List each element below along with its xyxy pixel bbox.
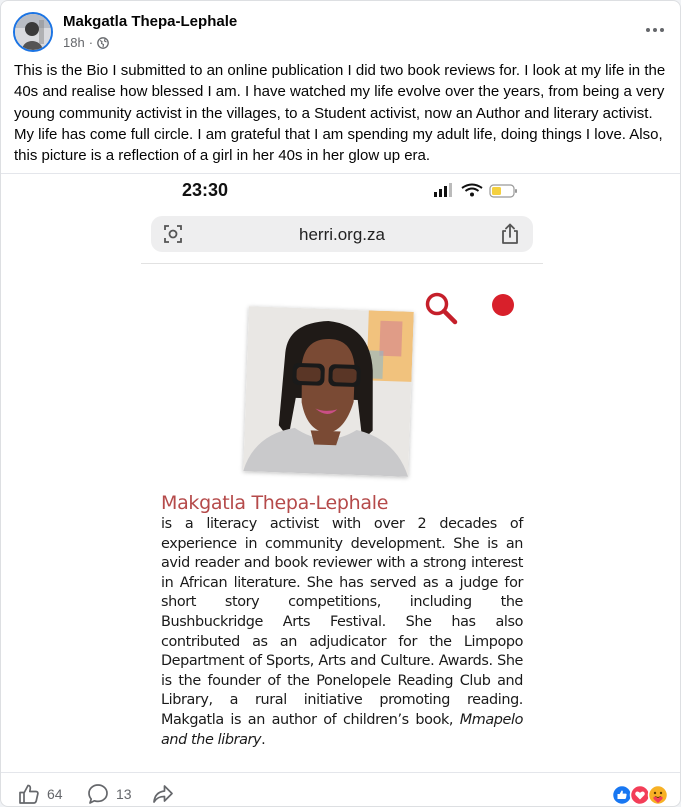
comment-icon (87, 783, 109, 805)
bio-name: Makgatla Thepa-Lephale (161, 492, 389, 514)
post-time[interactable]: 18h (63, 35, 85, 50)
comment-button[interactable] (87, 783, 132, 805)
post-header (13, 12, 673, 56)
like-button[interactable] (18, 783, 63, 805)
browser-url-bar (151, 216, 533, 252)
share-arrow-icon (152, 783, 174, 805)
comment-count: 13 (116, 786, 132, 802)
url-divider (141, 263, 543, 264)
phone-status-icons (434, 183, 524, 199)
attached-screenshot[interactable] (1, 173, 681, 773)
book-title: Mmapelo and the library (161, 711, 523, 748)
more-icon (646, 28, 650, 32)
globe-icon (97, 37, 109, 49)
bio-end: . (261, 731, 266, 748)
meta-separator: · (88, 35, 94, 50)
more-icon-dot (660, 28, 664, 32)
share-icon (500, 223, 520, 245)
more-icon-dot (653, 28, 657, 32)
avatar[interactable] (13, 12, 53, 52)
like-icon (18, 783, 40, 805)
avatar-image (15, 14, 51, 50)
post-text: This is the Bio I submitted to an online publication I did two book reviews for. I look at my life in the 40s and realise how blessed I am. I have watched my life evolve over the years, from being a very young community activist in the villages, to a Student activist, now an Author and literary activist. My life has come full circle. I am grateful that I am spending my adult life, doing things I love. Also, this picture is a reflection of a girl in her 40s in her glow up era. (14, 62, 666, 165)
site-menu-dot (492, 294, 514, 316)
bio-text (161, 515, 523, 750)
url-text: herri.org.za (299, 225, 385, 244)
author-name[interactable]: Makgatla Thepa-Lephale (63, 13, 238, 30)
more-options-button[interactable] (641, 16, 669, 44)
share-button[interactable] (152, 783, 174, 805)
like-count: 64 (47, 786, 63, 802)
search-icon (424, 291, 458, 325)
reaction-icons[interactable] (612, 784, 670, 806)
action-bar (1, 777, 681, 807)
bio-body: is a literacy activist with over 2 decades of experience in community development. She is an avid reader and book reviewer with a strong interest in African literature. She has served as a judge for short story competitions, including the Bushbuckridge Arts Festival. She has also contributed as an adjudicator for the Limpopo Department of Sports, Arts and Culture. Awards. She is the founder of the Ponelopele Reading Club and Library, a rural initiative promoting reading. Makgatla is an author of children’s book, (161, 516, 523, 728)
profile-photo (243, 306, 414, 477)
phone-clock: 23:30 (182, 180, 229, 200)
post-meta (63, 35, 109, 50)
portrait-image (243, 306, 414, 477)
